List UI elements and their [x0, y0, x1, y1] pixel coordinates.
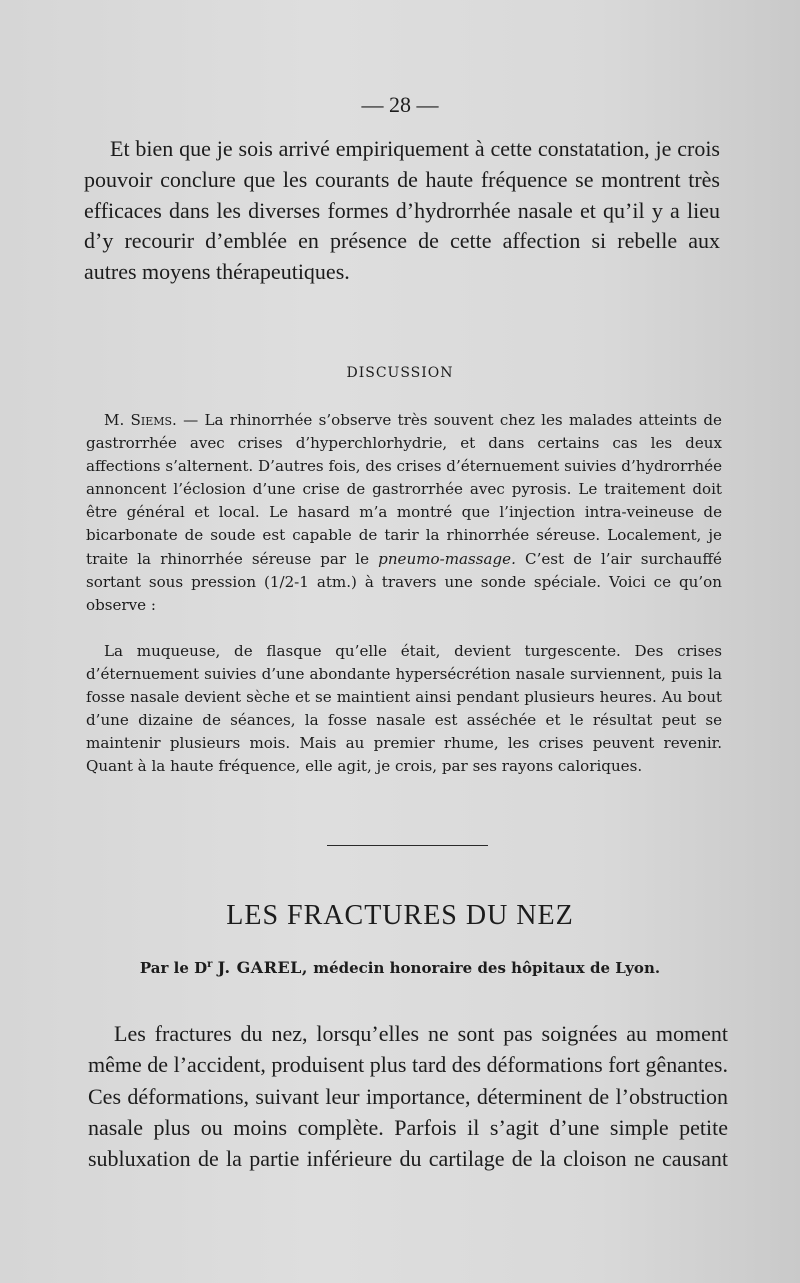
discussion-paragraph-1: [86, 409, 722, 617]
author-name: J. GAREL,: [217, 958, 308, 977]
article-title: LES FRACTURES DU NEZ: [226, 900, 574, 931]
page-number: — 28 —: [361, 92, 439, 117]
speaker-name: M. Siems.: [104, 411, 177, 429]
discussion-paragraph-2: La muqueuse, de flasque qu’elle était, devient turgescente. Des crises d’éternuement suivies d’une abondante hypersécrétion nasale surviennent, puis la fosse nasale devient sèche et se maintient ainsi pendant plusieurs heures. Au bout d’une dizaine de séances, la fosse nasale est asséchée et le résultat peut se maintenir plusieurs mois. Mais au premier rhume, les crises peuvent revenir. Quant à la haute fréquence, elle agit, je crois, par ses rayons caloriques.: [86, 642, 722, 776]
byline-suffix: médecin honoraire des hôpitaux de Lyon.: [308, 959, 661, 977]
discussion-heading: DISCUSSION: [346, 365, 454, 381]
section-divider: [327, 845, 488, 846]
discussion-italic-term: pneumo-massage.: [378, 549, 516, 568]
discussion-text-part1: — La rhinorrhée s’observe très souvent chez les malades atteints de gastrorrhée avec crises d’hyperchlorhydrie, et dans certains cas les deux affections s’alternent. D’autres fois, des crises d’éternuement suivies d’hydrorrhée annoncent l’éclosion d’une crise de gastrorrhée avec pyrosis. Le traitement doit être général et local. Le hasard m’a montré que l’injection intra-veineuse de bicarbonate de soude est capable de tarir la rhinorrhée séreuse. Localement, je traite la rhinorrhée séreuse par le: [86, 411, 722, 568]
article-byline: [0, 958, 800, 977]
byline-superscript: r: [207, 959, 213, 970]
article-body-paragraph: Les fractures du nez, lorsqu’elles ne sont pas soignées au moment même de l’accident, produisent plus tard des déformations fort gênantes. Ces déformations, suivant leur importance, déterminent de l’obstruction nasale plus ou moins complète. Parfois il s’agit d’une simple petite subluxation de la partie inférieure du cartilage de la cloison ne causant: [88, 1021, 728, 1172]
intro-paragraph: Et bien que je sois arrivé empiriquement à cette constatation, je crois pouvoir conclure que les courants de haute fréquence se montrent très efficaces dans les diverses formes d’hydrorrhée nasale et qu’il y a lieu d’y recourir d’emblée en présence de cette affection si rebelle aux autres moyens thérapeutiques.: [84, 136, 720, 285]
discussion-text-part2: C’est de l’air surchauffé sortant sous pression (1/2-1 atm.) à travers une sonde spéciale. Voici ce qu’on observe :: [86, 549, 722, 614]
byline-prefix: Par le D: [139, 959, 208, 977]
